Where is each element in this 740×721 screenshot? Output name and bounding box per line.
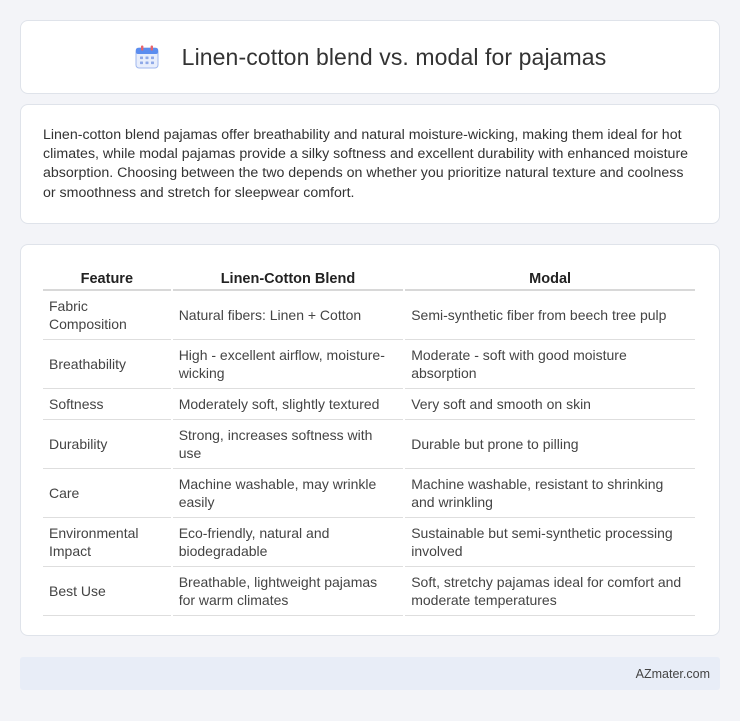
header-modal: Modal	[405, 265, 695, 291]
title-card	[20, 20, 720, 94]
table-row	[43, 567, 695, 616]
table-row	[43, 469, 695, 518]
feature-cell: Environmental Impact	[43, 518, 171, 567]
linen-cotton-cell: Breathable, lightweight pajamas for warm climates	[173, 567, 404, 616]
summary-card	[20, 104, 720, 224]
modal-cell: Sustainable but semi-synthetic processing involved	[405, 518, 695, 567]
table-row	[43, 420, 695, 469]
table-row	[43, 518, 695, 567]
feature-cell: Breathability	[43, 340, 171, 389]
feature-cell: Best Use	[43, 567, 171, 616]
footer-site-link[interactable]: AZmater.com	[635, 666, 710, 681]
feature-cell: Fabric Composition	[43, 291, 171, 340]
linen-cotton-cell: Strong, increases softness with use	[173, 420, 404, 469]
modal-cell: Moderate - soft with good moisture absorption	[405, 340, 695, 389]
header-feature: Feature	[43, 265, 171, 291]
page-title: Linen-cotton blend vs. modal for pajamas	[181, 43, 607, 70]
modal-cell: Semi-synthetic fiber from beech tree pulp	[405, 291, 695, 340]
feature-cell: Care	[43, 469, 171, 518]
comparison-table	[41, 265, 697, 616]
title-wrap	[134, 44, 607, 71]
feature-cell: Softness	[43, 389, 171, 420]
modal-cell: Durable but prone to pilling	[405, 420, 695, 469]
table-row	[43, 389, 695, 420]
modal-cell: Machine washable, resistant to shrinking and wrinkling	[405, 469, 695, 518]
table-row	[43, 291, 695, 340]
calendar-icon	[134, 44, 160, 70]
header-linen-cotton: Linen-Cotton Blend	[173, 265, 404, 291]
linen-cotton-cell: Eco-friendly, natural and biodegradable	[173, 518, 404, 567]
feature-cell: Durability	[43, 420, 171, 469]
linen-cotton-cell: High - excellent airflow, moisture-wicking	[173, 340, 404, 389]
table-header-row	[43, 265, 695, 291]
comparison-table-card	[20, 244, 720, 636]
linen-cotton-cell: Machine washable, may wrinkle easily	[173, 469, 404, 518]
modal-cell: Soft, stretchy pajamas ideal for comfort and moderate temperatures	[405, 567, 695, 616]
linen-cotton-cell: Moderately soft, slightly textured	[173, 389, 404, 420]
modal-cell: Very soft and smooth on skin	[405, 389, 695, 420]
table-row	[43, 340, 695, 389]
footer-bar	[20, 657, 720, 690]
summary-text: Linen-cotton blend pajamas offer breathability and natural moisture-wicking, making them ideal for hot climates, while modal pajamas provide a silky softness and excellent durability with enhanced moisture absorption. Choosing between the two depends on whether you prioritize natural texture and coolness or smoothness and stretch for sleepwear comfort.	[43, 127, 689, 201]
linen-cotton-cell: Natural fibers: Linen + Cotton	[173, 291, 404, 340]
